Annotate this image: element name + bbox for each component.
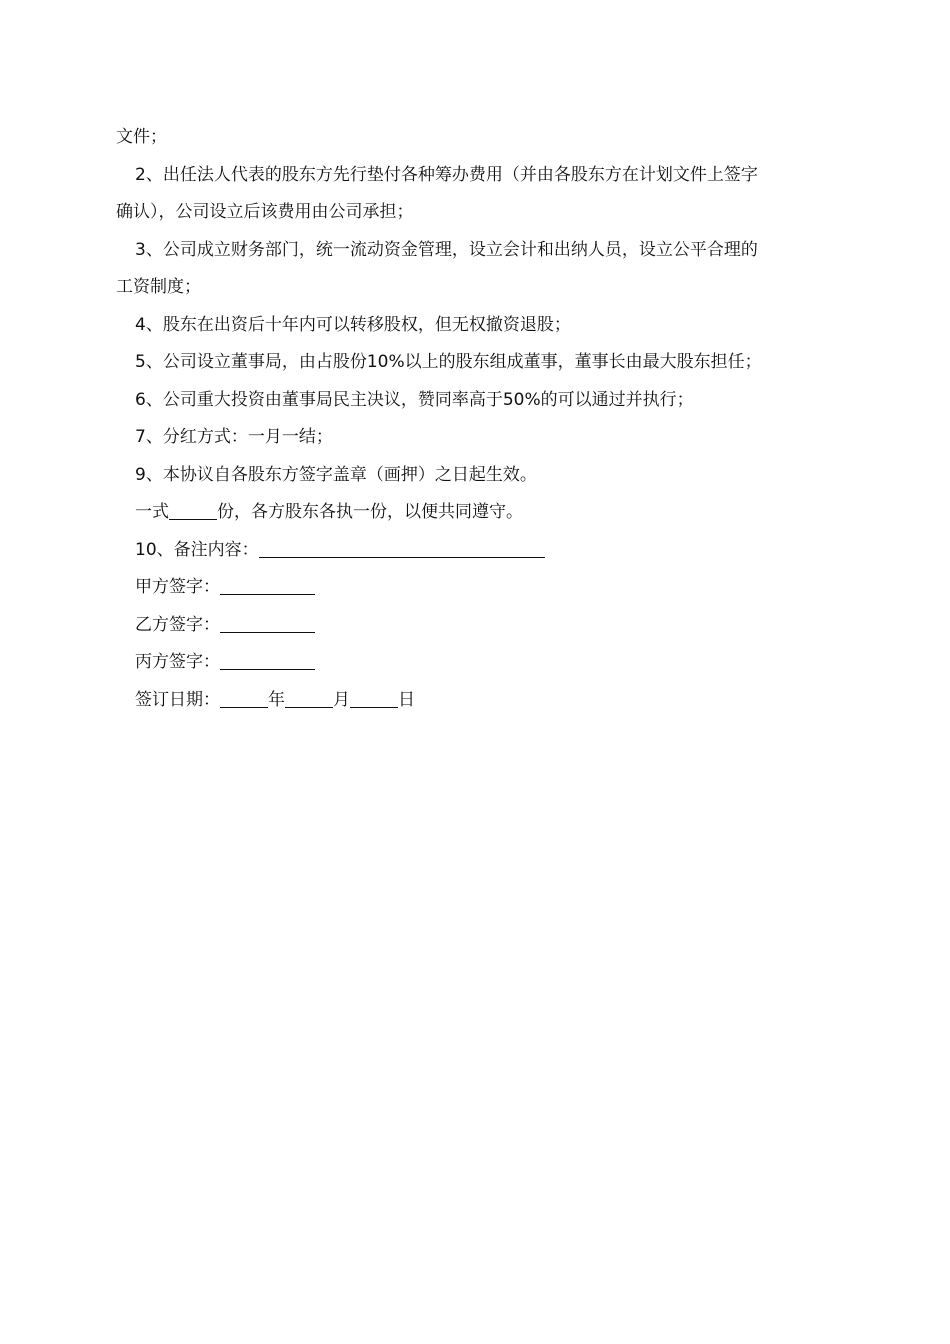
copies-prefix: 一式 xyxy=(135,502,169,522)
copies-line xyxy=(116,494,836,532)
remarks-blank[interactable] xyxy=(259,537,545,558)
document-body xyxy=(116,119,836,719)
signature-blank-b[interactable] xyxy=(220,612,315,633)
clause-2-line-1: 2、出任法人代表的股东方先行垫付各种筹办费用（并由各股东方在计划文件上签字 xyxy=(135,164,758,185)
signature-blank-c[interactable] xyxy=(220,649,315,670)
clause-7: 7、分红方式：一月一结； xyxy=(135,427,333,447)
date-month-label: 月 xyxy=(333,689,350,710)
signature-label-b: 乙方签字： xyxy=(135,614,220,635)
date-day-label: 日 xyxy=(398,689,415,710)
remarks-label: 10、备注内容： xyxy=(135,539,259,560)
clause-4: 4、股东在出资后十年内可以转移股权，但无权撤资退股； xyxy=(135,314,571,335)
clause-3-line-1: 3、公司成立财务部门，统一流动资金管理，设立会计和出纳人员，设立公平合理的 xyxy=(135,239,758,260)
clause-9: 9、本协议自各股东方签字盖章（画押）之日起生效。 xyxy=(135,464,537,485)
signature-line-b xyxy=(116,607,836,645)
date-year-label: 年 xyxy=(268,689,285,710)
date-day-blank[interactable] xyxy=(350,687,398,708)
signature-line-c xyxy=(116,644,836,682)
remarks-line xyxy=(116,532,836,570)
signature-blank-a[interactable] xyxy=(220,574,315,595)
copies-suffix: 份，各方股东各执一份，以便共同遵守。 xyxy=(217,502,523,522)
signature-label-c: 丙方签字： xyxy=(135,652,220,672)
date-label: 签订日期： xyxy=(135,689,220,710)
signature-label-a: 甲方签字： xyxy=(135,577,220,597)
clause-6: 6、公司重大投资由董事局民主决议，赞同率高于50%的可以通过并执行； xyxy=(135,389,694,410)
text-line-continuation: 文件； xyxy=(116,127,167,147)
signature-line-a xyxy=(116,569,836,607)
date-line xyxy=(116,682,836,720)
date-month-blank[interactable] xyxy=(285,687,333,708)
clause-5: 5、公司设立董事局，由占股份10%以上的股东组成董事，董事长由最大股东担任； xyxy=(135,352,762,372)
clause-3-line-2: 工资制度； xyxy=(116,277,201,297)
copies-count-blank[interactable] xyxy=(169,499,217,520)
clause-2-line-2: 确认），公司设立后该费用由公司承担； xyxy=(116,202,414,222)
date-year-blank[interactable] xyxy=(220,687,268,708)
